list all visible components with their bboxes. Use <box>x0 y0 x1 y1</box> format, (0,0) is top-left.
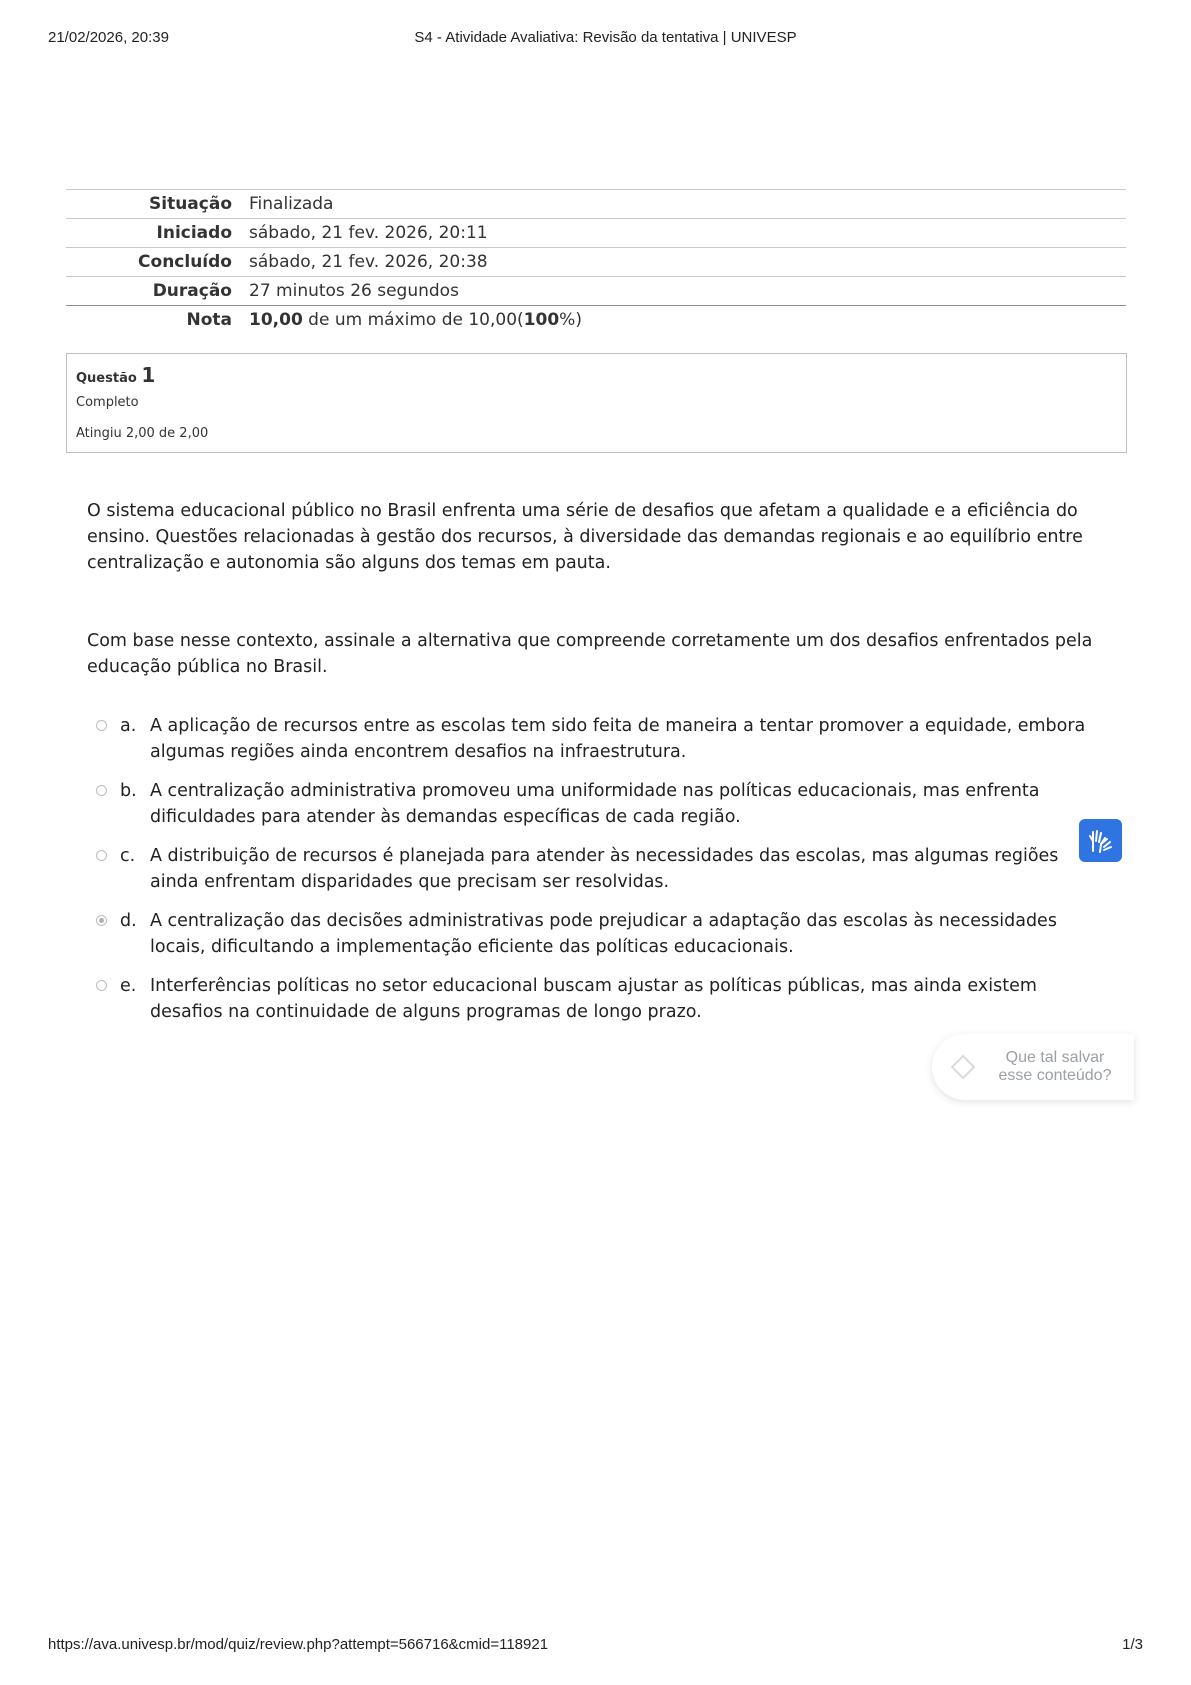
option-letter: b. <box>120 781 137 801</box>
answer-option-d[interactable] <box>96 908 1106 960</box>
question-paragraph: O sistema educacional público no Brasil enfrenta uma série de desafios que afetam a qualidade e a eficiência do ensino. Questões relacionadas à gestão dos recursos, à diversidade das demandas regionais e ao equilíbrio entre centralização e autonomia são alguns dos temas em pauta. <box>87 501 1083 573</box>
question-state: Completo <box>76 395 139 410</box>
option-text: A centralização administrativa promoveu uma uniformidade nas políticas educacionais, mas enfrenta dificuldades para atender às demandas específicas de cada região. <box>150 781 1040 827</box>
question-prefix: Questão <box>76 371 137 386</box>
answer-options <box>96 713 1106 1038</box>
question-info-box <box>66 353 1127 453</box>
save-widget-line: esse conteúdo? <box>998 1067 1112 1084</box>
option-text: A centralização das decisões administrativas pode prejudicar a adaptação das escolas às necessidades locais, dificultando a implementação eficiente das políticas educacionais. <box>150 911 1057 957</box>
summary-label: Duração <box>152 281 232 301</box>
answer-option-b[interactable] <box>96 778 1106 830</box>
summary-value: sábado, 21 fev. 2026, 20:11 <box>249 219 1126 248</box>
print-url: https://ava.univesp.br/mod/quiz/review.php?attempt=566716&cmid=118921 <box>48 1636 549 1653</box>
print-footer <box>0 1636 1191 1656</box>
radio-button[interactable] <box>96 980 107 991</box>
save-widget-line: Que tal salvar <box>1005 1049 1105 1066</box>
summary-label: Concluído <box>66 248 249 277</box>
answer-option-a[interactable] <box>96 713 1106 765</box>
answer-option-c[interactable] <box>96 843 1106 895</box>
print-page-number: 1/3 <box>1122 1636 1143 1653</box>
summary-label: Iniciado <box>66 219 249 248</box>
question-grade: Atingiu 2,00 de 2,00 <box>76 426 209 441</box>
summary-row <box>66 190 1126 219</box>
option-text: A aplicação de recursos entre as escolas tem sido feita de maneira a tentar promover a equidade, embora algumas regiões ainda encontrem desafios na infraestrutura. <box>150 716 1086 762</box>
option-letter: d. <box>120 911 137 931</box>
summary-row <box>66 248 1126 277</box>
answer-option-e[interactable] <box>96 973 1106 1025</box>
print-header <box>0 29 1191 49</box>
save-content-widget[interactable] <box>932 1034 1134 1100</box>
grade-score: 10,00 <box>249 310 303 331</box>
summary-value: Finalizada <box>249 190 1126 219</box>
summary-label: Situação <box>66 190 249 219</box>
attempt-summary-table <box>66 189 1126 335</box>
sign-language-hands-icon <box>1087 827 1114 854</box>
grade-percent: 100 <box>523 310 560 331</box>
question-number-value: 1 <box>141 363 156 387</box>
option-text: A distribuição de recursos é planejada para atender às necessidades das escolas, mas algumas regiões ainda enfrentam disparidades que precisam ser resolvidas. <box>150 846 1059 892</box>
option-letter: a. <box>120 716 137 736</box>
option-letter: e. <box>120 976 137 996</box>
grade-value <box>249 306 1126 335</box>
radio-button-selected[interactable] <box>96 915 107 926</box>
summary-row-grade <box>66 306 1126 335</box>
save-widget-text <box>990 1049 1120 1085</box>
option-text: Interferências políticas no setor educacional buscam ajustar as políticas públicas, mas ainda existem desafios na continuidade de alguns programas de longo prazo. <box>150 976 1037 1022</box>
radio-button[interactable] <box>96 850 107 861</box>
print-datetime: 21/02/2026, 20:39 <box>48 29 169 46</box>
summary-value: 27 minutos 26 segundos <box>249 281 459 301</box>
question-number <box>76 363 155 387</box>
save-diamond-icon <box>948 1052 978 1082</box>
accessibility-sign-language-button[interactable] <box>1079 819 1122 862</box>
summary-row <box>66 219 1126 248</box>
summary-row <box>66 277 1126 306</box>
question-text <box>87 498 1117 680</box>
summary-value: sábado, 21 fev. 2026, 20:38 <box>249 248 1126 277</box>
radio-button[interactable] <box>96 720 107 731</box>
grade-suffix: %) <box>559 310 582 331</box>
radio-button[interactable] <box>96 785 107 796</box>
option-letter: c. <box>120 846 136 866</box>
question-paragraph: Com base nesse contexto, assinale a alternativa que compreende corretamente um dos desafios enfrentados pela educação pública no Brasil. <box>87 631 1093 677</box>
print-page-title: S4 - Atividade Avaliativa: Revisão da tentativa | UNIVESP <box>414 29 797 46</box>
grade-label: Nota <box>66 306 249 335</box>
grade-text: de um máximo de 10,00( <box>302 310 524 331</box>
